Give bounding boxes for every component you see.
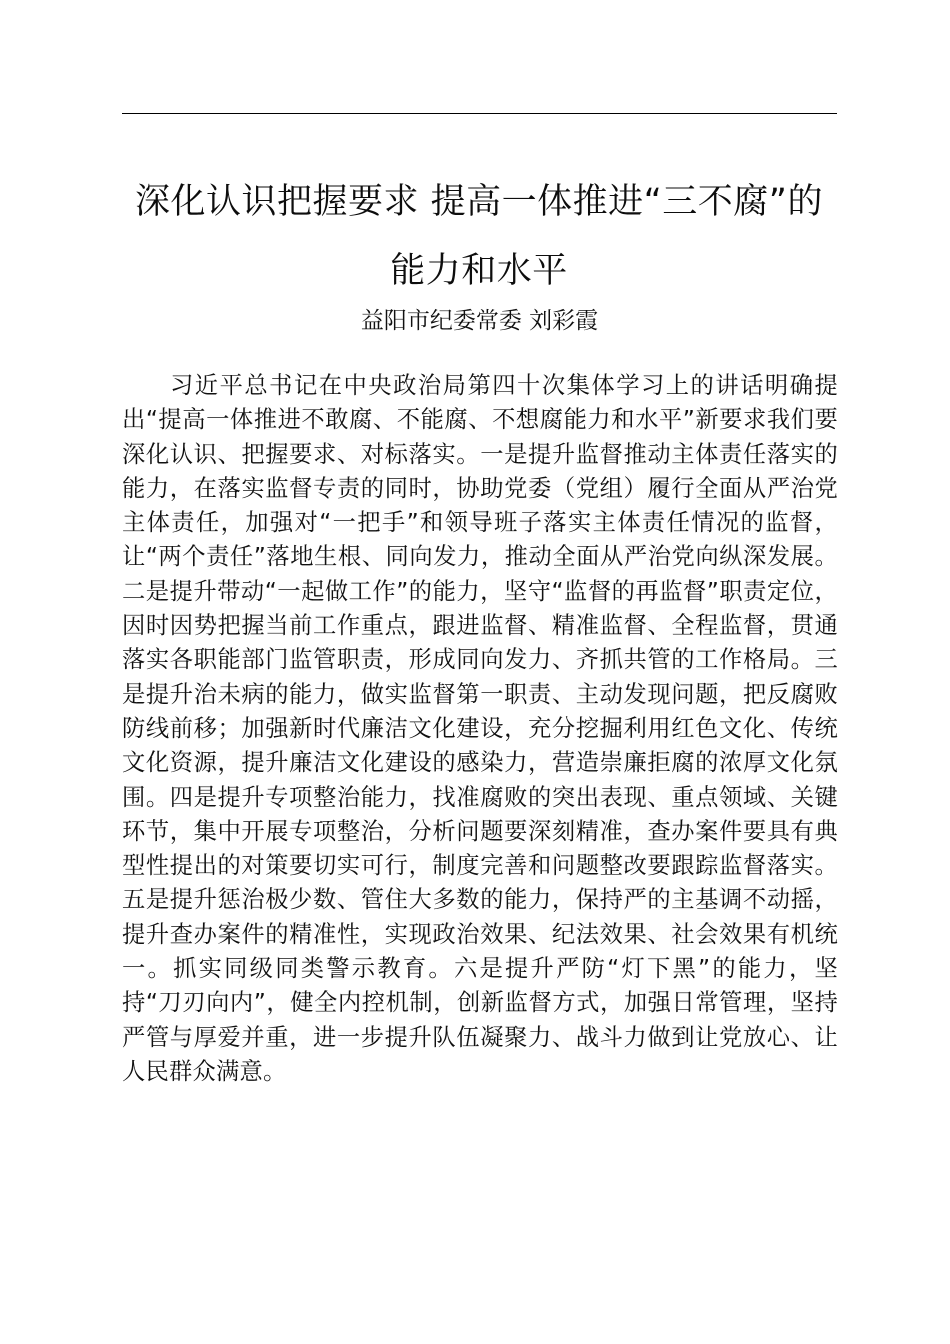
document-author: 益阳市纪委常委 刘彩霞 [360,308,599,334]
document-title: 深化认识把握要求 提高一体推进“三不腐”的能力和水平 [135,182,823,291]
body-paragraph: 习近平总书记在中央政治局第四十次集体学习上的讲话明确提出“提高一体推进不敢腐、不能腐、不想腐能力和水平”新要求我们要深化认识、把握要求、对标落实。一是提升监督推动主体责任落实的能力，在落实监督专责的同时，协助党委（党组）履行全面从严治党主体责任，加强对“一把手”和领导班子落实主体责任情况的监督，让“两个责任”落地生根、同向发力，推动全面从严治党向纵深发展。二是提升带动“一起做工作”的能力，坚守“监督的再监督”职责定位，因时因势把握当前工作重点，跟进监督、精准监督、全程监督，贯通落实各职能部门监管职责，形成同向发力、齐抓共管的工作格局。三是提升治未病的能力，做实监督第一职责、主动发现问题，把反腐败防线前移；加强新时代廉洁文化建设，充分挖掘利用红色文化、传统文化资源，提升廉洁文化建设的感染力，营造崇廉拒腐的浓厚文化氛围。四是提升专项整治能力，找准腐败的突出表现、重点领域、关键环节，集中开展专项整治，分析问题要深刻精准，查办案件要具有典型性提出的对策要切实可行，制度完善和问题整改要跟踪监督落实。五是提升惩治极少数、管住大多数的能力，保持严的主基调不动摇，提升查办案件的精准性，实现政治效果、纪法效果、社会效果有机统一。抓实同级同类警示教育。六是提升严防“灯下黑”的能力，坚持“刀刃向内”，健全内控机制，创新监督方式，加强日常管理，坚持严管与厚爱并重，进一步提升队伍凝聚力、战斗力做到让党放心、让人民群众满意。 [122,372,838,1085]
header-rule [122,113,837,114]
